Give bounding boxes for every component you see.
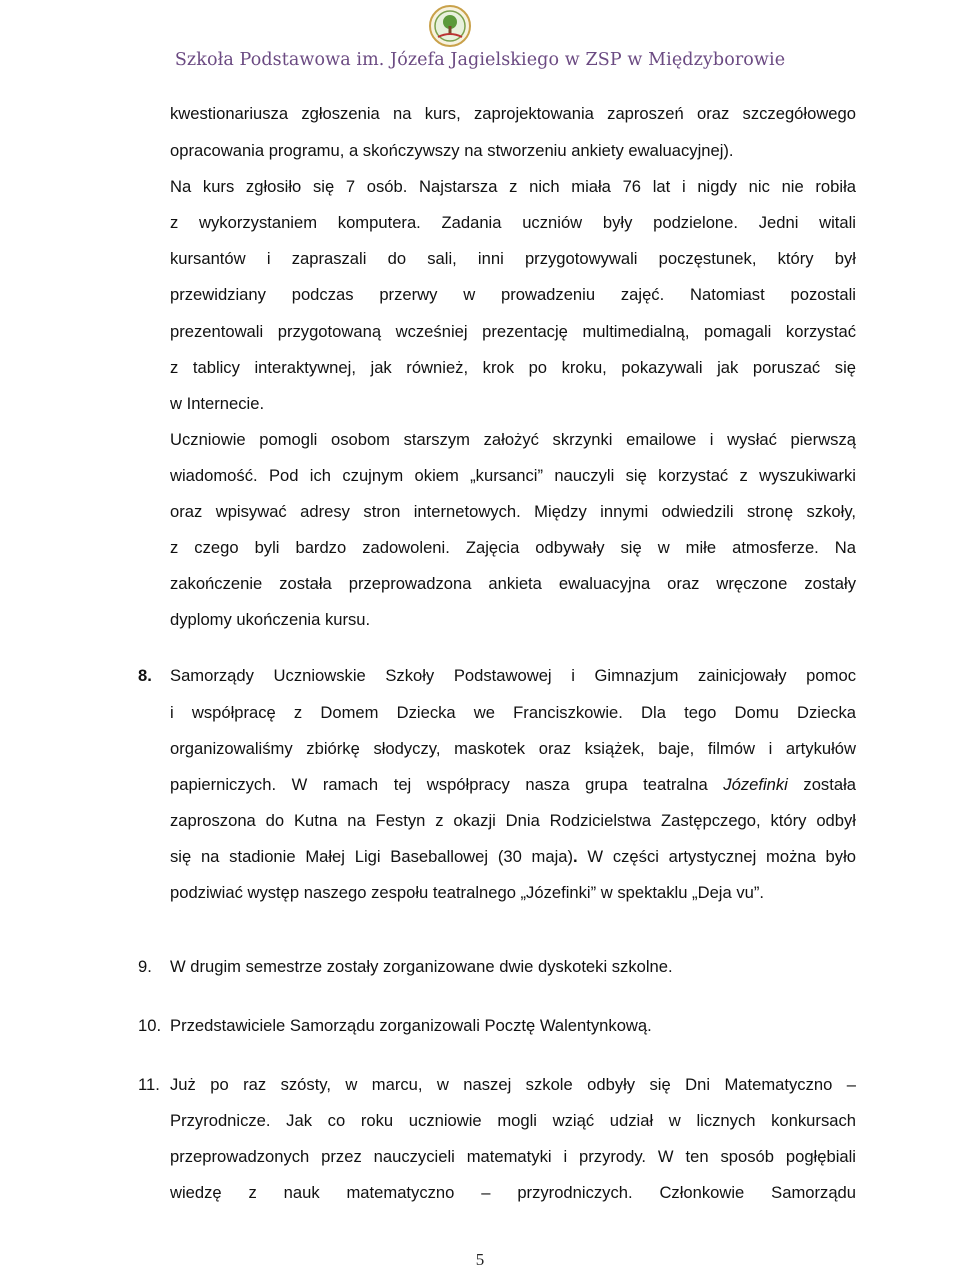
page-header — [0, 0, 960, 86]
item-10-number: 10. — [138, 1016, 162, 1035]
item-11-number: 11. — [138, 1075, 160, 1094]
item-11-line-3: przeprowadzonych przez nauczycieli matematyki i przyrody. W ten sposób pogłębiali — [170, 1147, 856, 1166]
item-9-number: 9. — [138, 957, 152, 976]
item-11-line-2: Przyrodnicze. Jak co roku uczniowie mogli wziąć udział w licznych konkursach — [170, 1111, 856, 1130]
item-8-line-6-pre: się na stadionie Małej Ligi Baseballowej (30 maja) — [170, 847, 574, 866]
course-line-13: z czego byli bardzo zadowoleni. Zajęcia odbywały się w miłe atmosferze. Na — [170, 538, 856, 557]
school-emblem-icon — [428, 4, 472, 48]
item-8-number: 8. — [138, 666, 152, 685]
header-title: Szkoła Podstawowa im. Józefa Jagielskiego w ZSP w Międzyborowie — [174, 50, 786, 70]
item-8-line-6 — [170, 847, 856, 867]
course-line-3: Na kurs zgłosiło się 7 osób. Najstarsza z nich miała 76 lat i nigdy nic nie robiła — [170, 177, 856, 196]
item-11-line-1: Już po raz szósty, w marcu, w naszej szkole odbyły się Dni Matematyczno – — [170, 1075, 856, 1094]
course-line-6: przewidziany podczas przerwy w prowadzeniu zajęć. Natomiast pozostali — [170, 285, 856, 304]
course-line-12: oraz wpisywać adresy stron internetowych. Między innymi odwiedzili stronę szkoły, — [170, 502, 856, 521]
item-8-line-6-bold: . — [573, 847, 578, 866]
item-8-line-4-post: została — [787, 775, 856, 794]
item-10-text: Przedstawiciele Samorządu zorganizowali Pocztę Walentynkową. — [170, 1016, 652, 1035]
item-8-line-2: i współpracę z Domem Dziecka we Franciszkowie. Dla tego Domu Dziecka — [170, 703, 856, 722]
item-8-line-4 — [170, 775, 856, 795]
item-8-line-6-post: W części artystycznej można było — [577, 847, 857, 866]
page-number: 5 — [475, 1250, 485, 1269]
item-9-text: W drugim semestrze zostały zorganizowane dwie dyskoteki szkolne. — [170, 957, 673, 976]
course-line-5: kursantów i zapraszali do sali, inni przygotowywali poczęstunek, który był — [170, 249, 856, 268]
item-8-line-3: organizowaliśmy zbiórkę słodyczy, maskotek oraz książek, baje, filmów i artykułów — [170, 739, 856, 758]
course-line-4: z wykorzystaniem komputera. Zadania uczniów były podzielone. Jedni witali — [170, 213, 856, 232]
item-8-line-5: zaproszona do Kutna na Festyn z okazji Dnia Rodzicielstwa Zastępczego, który odbył — [170, 811, 856, 830]
course-line-1: kwestionariusza zgłoszenia na kurs, zaprojektowania zaproszeń oraz szczegółowego — [170, 104, 856, 123]
course-line-9: w Internecie. — [170, 394, 265, 413]
item-11-line-4: wiedzę z nauk matematyczno – przyrodniczych. Członkowie Samorządu — [170, 1183, 856, 1202]
course-line-11: wiadomość. Pod ich czujnym okiem „kursanci” nauczyli się korzystać z wyszukiwarki — [170, 466, 856, 485]
course-line-2: opracowania programu, a skończywszy na stworzeniu ankiety ewaluacyjnej). — [170, 141, 734, 160]
item-8-line-7: podziwiać występ naszego zespołu teatralnego „Józefinki” w spektaklu „Deja vu”. — [170, 883, 764, 902]
item-8-line-4-pre: papierniczych. W ramach tej współpracy nasza grupa teatralna — [170, 775, 724, 794]
course-line-14: zakończenie została przeprowadzona ankieta ewaluacyjna oraz wręczone zostały — [170, 574, 856, 593]
course-line-8: z tablicy interaktywnej, jak również, krok po kroku, pokazywali jak poruszać się — [170, 358, 856, 377]
theater-group-name: Józefinki — [723, 775, 788, 794]
course-line-10: Uczniowie pomogli osobom starszym założyć skrzynki emailowe i wysłać pierwszą — [170, 430, 856, 449]
course-line-15: dyplomy ukończenia kursu. — [170, 610, 371, 629]
item-8-line-1: Samorządy Uczniowskie Szkoły Podstawowej i Gimnazjum zainicjowały pomoc — [170, 666, 856, 685]
course-line-7: prezentowali przygotowaną wcześniej prezentację multimedialną, pomagali korzystać — [170, 322, 856, 341]
